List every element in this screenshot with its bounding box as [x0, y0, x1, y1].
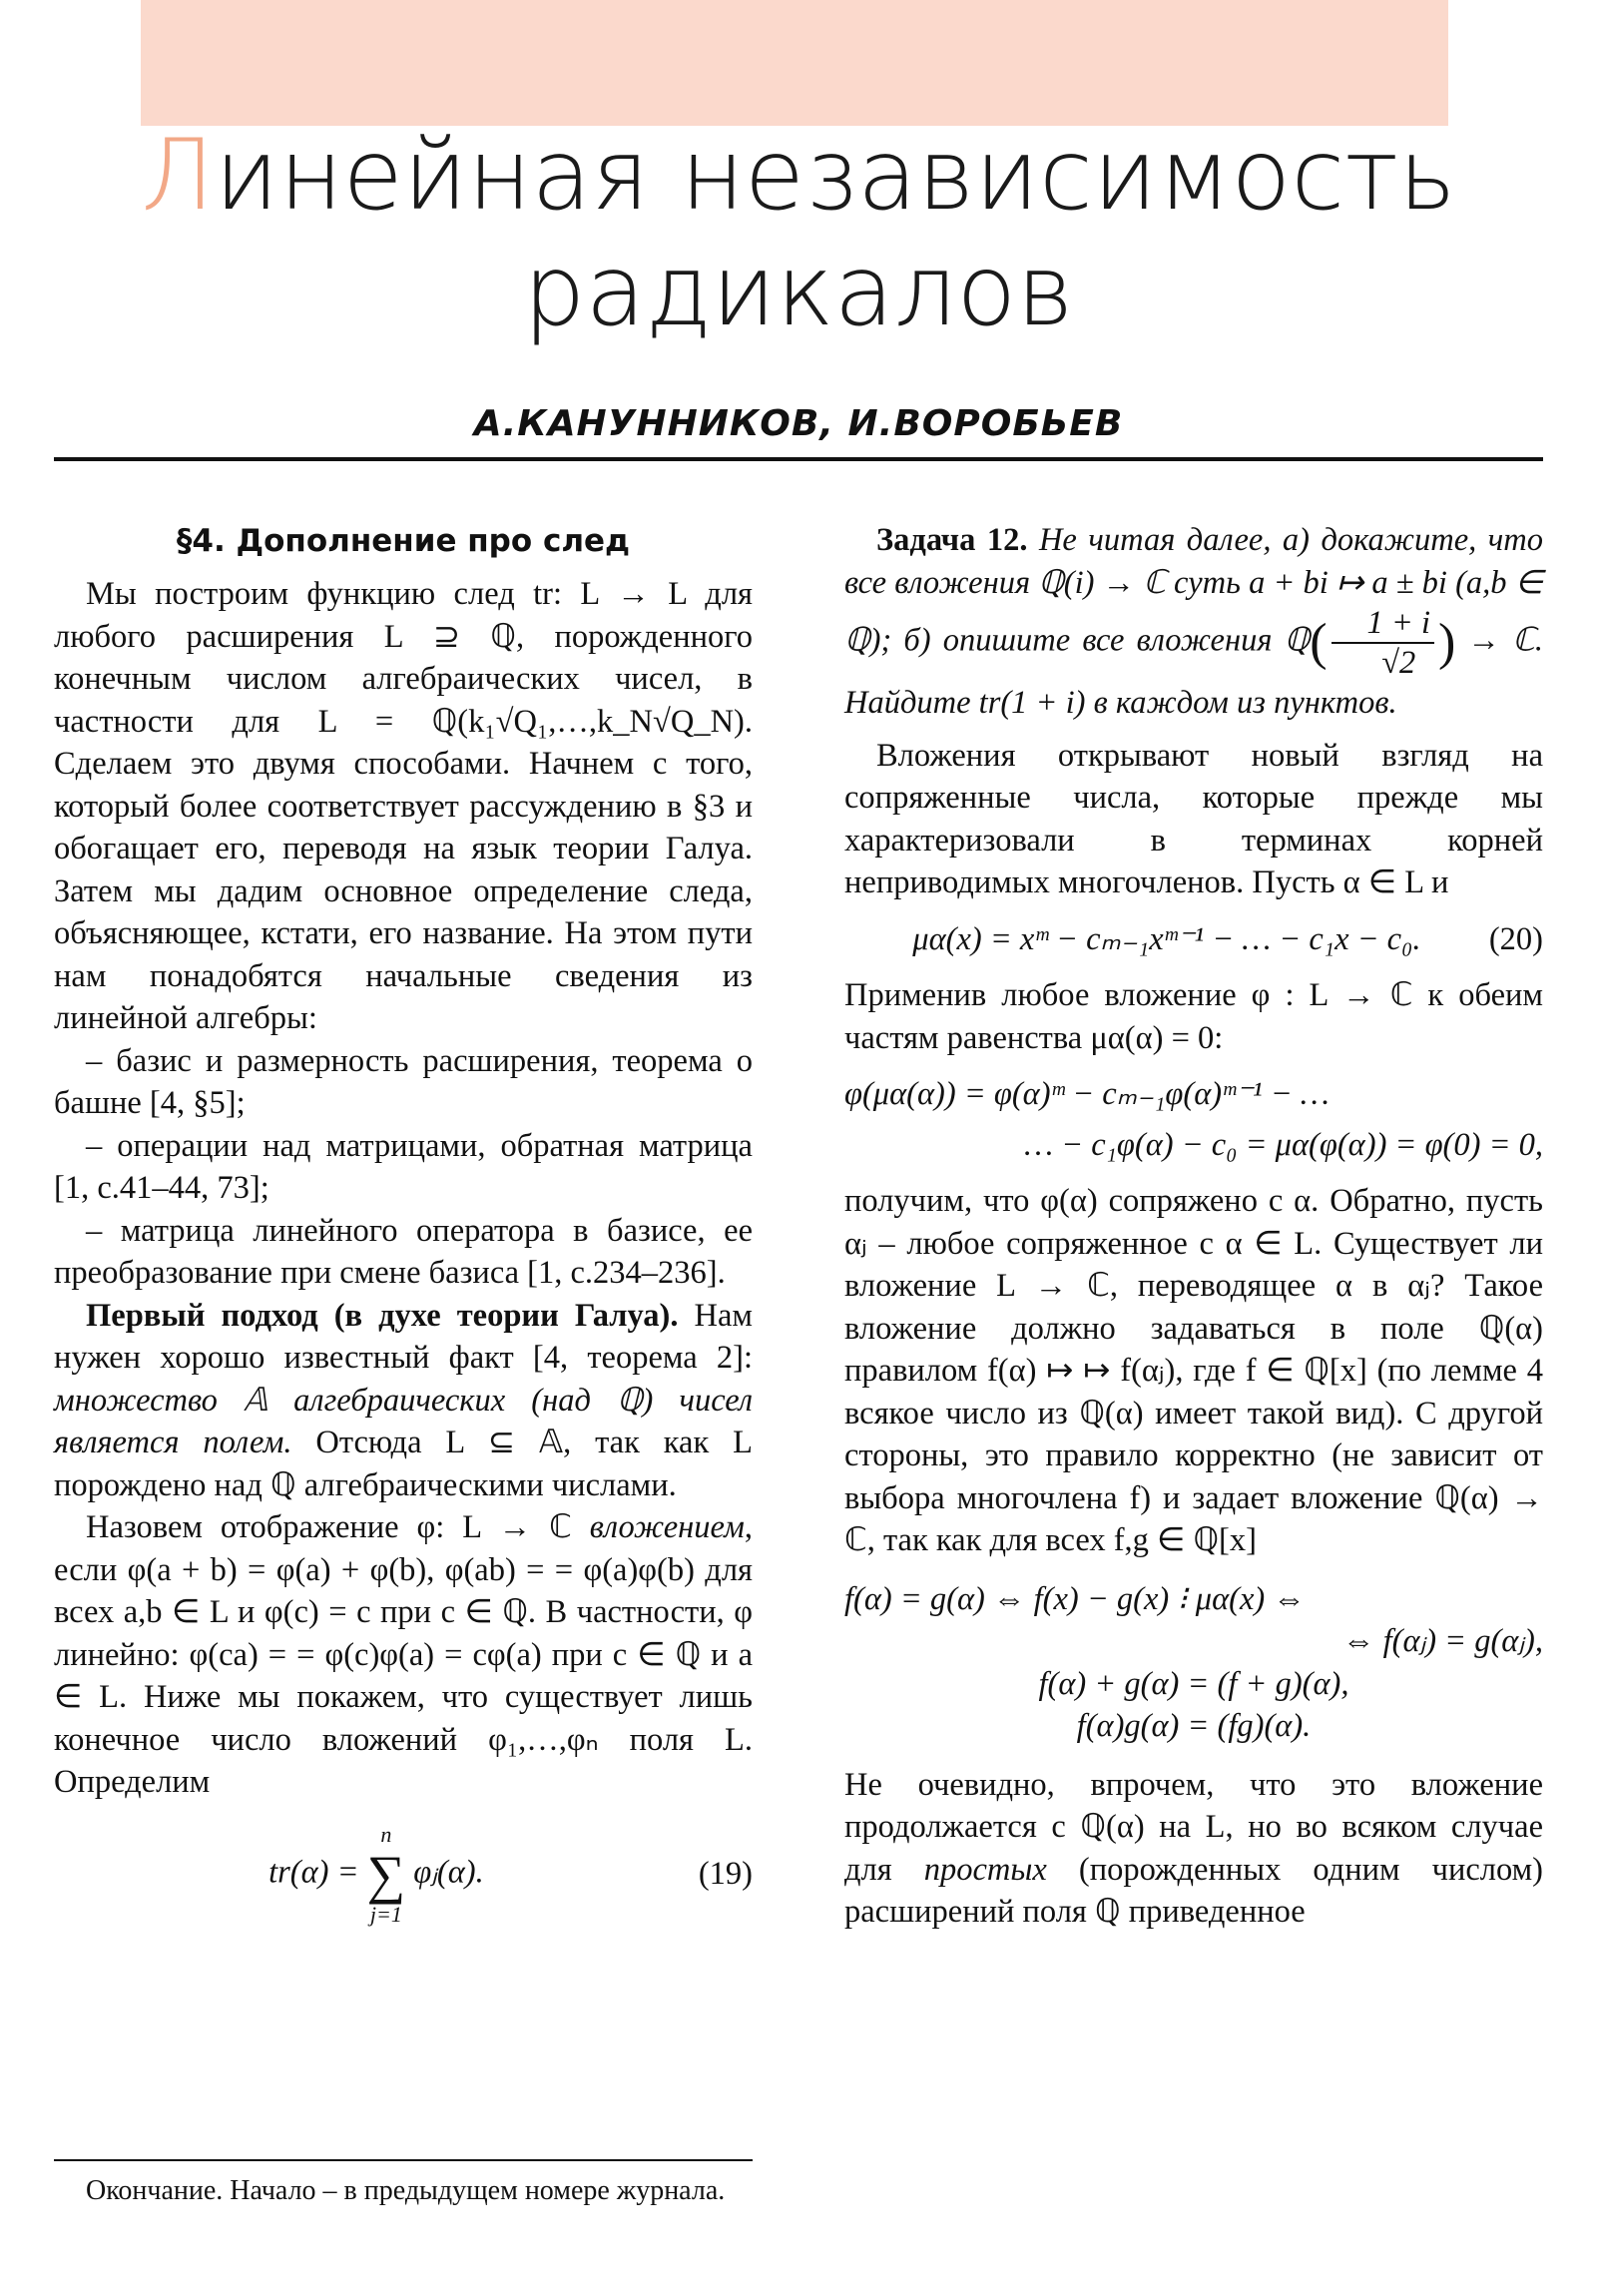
- task-label: Задача 12.: [876, 522, 1028, 558]
- equation-20: [844, 918, 1543, 961]
- paragraph-approach: [54, 1295, 753, 1507]
- embed-text: , если φ(a + b) = φ(a) + φ(b), φ(ab) = = φ(a)φ(b) для всех a,b ∈ L и φ(c) = c при c ∈ ℚ. В частности, φ линейно: φ(ca) = = φ(c)φ(a) = cφ(a) при c ∈ ℚ и a ∈ L. Ниже мы покажем, что существует лишь конечное число вложений φ₁,…,φₙ поля L. Определим: [54, 1509, 753, 1800]
- article-title: [0, 118, 1597, 349]
- equation-line: φ(μα(α)) = φ(α)ᵐ − cₘ₋₁φ(α)ᵐ⁻¹ − …: [844, 1076, 1330, 1112]
- equation-block-f: [844, 1578, 1543, 1748]
- eq19-lhs: tr(α) =: [268, 1853, 367, 1890]
- left-column: [54, 519, 753, 1942]
- footnote: Окончание. Начало – в предыдущем номере журнала.: [86, 2175, 726, 2206]
- paragraph-intro: Мы построим функцию след tr: L → L для любого расширения L ⊇ ℚ, порожденного конечным числом алгебраических чисел, в частности для L = ℚ(k₁√Q₁,…,k_N√Q_N). Сделаем это двумя способами. Начнем с того, который более соответствует рассуждению в §3 и обогащает его, переводя на язык теории Галуа. Затем мы дадим основное определение следа, объясняющее, кстати, его название. На этом пути нам понадобятся начальные сведения из линейной алгебры:: [54, 576, 753, 1036]
- approach-text: Отсюда L ⊆ 𝔸, так как L порождено над ℚ алгебраическими числами.: [54, 1425, 753, 1503]
- approach-heading: Первый подход (в духе теории Галуа).: [86, 1297, 679, 1334]
- sum-symbol: [367, 1822, 406, 1928]
- title-line1: инейная независимость: [214, 119, 1456, 233]
- task-12: [844, 519, 1543, 725]
- approach-text: Нам нужен хорошо известный факт [4, теорема 2]:: [54, 1297, 753, 1376]
- paren-left: (: [1310, 613, 1328, 671]
- bullet-item: – базис и размерность расширения, теорема о башне [4, §5];: [54, 1042, 753, 1121]
- sigma: ∑: [366, 1844, 406, 1905]
- equation-19: [54, 1822, 753, 1928]
- ext-italic: простых: [923, 1851, 1047, 1888]
- task-text: Не читая далее, а) докажите, что все вложения ℚ(i) → ℂ суть a + bi ↦ a ± bi (a,b ∈ ℚ); б) опишите все вложения ℚ: [844, 522, 1544, 659]
- equation-line: ⇔ f(αⱼ) = g(αⱼ),: [1342, 1623, 1543, 1659]
- ext-text: (порожденных одним числом) расширений поля ℚ приведенное: [844, 1851, 1544, 1930]
- equation-line: f(α) + g(α) = (f + g)(α),: [1038, 1665, 1349, 1702]
- equation-phi: [844, 1073, 1543, 1166]
- equation-line: … − c₁φ(α) − c₀ = μα(φ(α)) = φ(0) = 0,: [1024, 1126, 1543, 1163]
- fraction: [1331, 604, 1434, 682]
- title-first-letter: Л: [141, 119, 215, 233]
- embed-text: Назовем отображение φ: L → ℂ: [86, 1509, 590, 1545]
- equation-number: (19): [698, 1856, 753, 1893]
- task-text: → ℂ. Найдите tr(1 + i) в каждом из пунктов.: [844, 622, 1543, 721]
- paragraph-embedding: [54, 1506, 753, 1804]
- fraction-denominator: √2: [1381, 645, 1416, 681]
- fraction-numerator: 1 + i: [1331, 604, 1434, 644]
- paragraph-embeddings: Вложения открывают новый взгляд на сопряженные числа, которые прежде мы характеризовали в терминах корней неприводимых многочленов. Пусть α ∈ L и: [844, 737, 1543, 900]
- paragraph-apply: Применив любое вложение φ : L → ℂ к обеим частям равенства μα(α) = 0:: [844, 977, 1543, 1056]
- eq19-rhs: φⱼ(α).: [413, 1853, 484, 1890]
- authors: А.КАНУННИКОВ, И.ВОРОБЬЕВ: [473, 403, 1124, 444]
- paren-right: ): [1438, 613, 1456, 671]
- paragraph-extension: [844, 1764, 1543, 1934]
- paragraph-conjugate: получим, что φ(α) сопряжено с α. Обратно, пусть αⱼ – любое сопряженное с α ∈ L. Существует ли вложение L → ℂ, переводящее α в αⱼ? Такое вложение должно задаваться в поле ℚ(α) правилом f(α) ↦ ↦ f(αⱼ), где f ∈ ℚ[x] (по лемме 4 всякое число из ℚ(α) имеет такой вид). С другой стороны, это правило корректно (не зависит от выбора многочлена f) и задает вложение ℚ(α) → ℂ, так как для всех f,g ∈ ℚ[x]: [844, 1183, 1543, 1558]
- header-band: [141, 0, 1448, 126]
- equation-line: f(α)g(α) = (fg)(α).: [1076, 1708, 1312, 1744]
- embed-italic: вложением: [589, 1509, 745, 1545]
- equation-body: μα(x) = xᵐ − cₘ₋₁xᵐ⁻¹ − … − c₁x − c₀.: [912, 920, 1421, 957]
- bullet-item: – матрица линейного оператора в базисе, ее преобразование при смене базиса [1, с.234–236].: [54, 1212, 753, 1291]
- footnote-rule: [54, 2159, 753, 2161]
- header-rule: [54, 457, 1543, 461]
- bullet-item: – операции над матрицами, обратная матрица [1, с.41–44, 73];: [54, 1127, 753, 1206]
- ext-text: Не очевидно, впрочем, что это вложение продолжается с ℚ(α) на L, но во всяком случае для: [844, 1766, 1543, 1888]
- sum-lower: j=1: [369, 1901, 402, 1927]
- section-heading: §4. Дополнение про след: [176, 523, 631, 559]
- equation-number: (20): [1488, 920, 1543, 957]
- equation-line: f(α) = g(α) ⇔ f(x) − g(x) ⁝ μα(x) ⇔: [844, 1580, 1306, 1617]
- approach-italic: множество 𝔸 алгебраических (над ℚ) чисел является полем.: [54, 1382, 753, 1460]
- equation-body: [54, 1822, 699, 1928]
- sum-upper: n: [380, 1821, 392, 1847]
- title-line2: радикалов: [523, 235, 1074, 348]
- right-column: [844, 519, 1543, 1934]
